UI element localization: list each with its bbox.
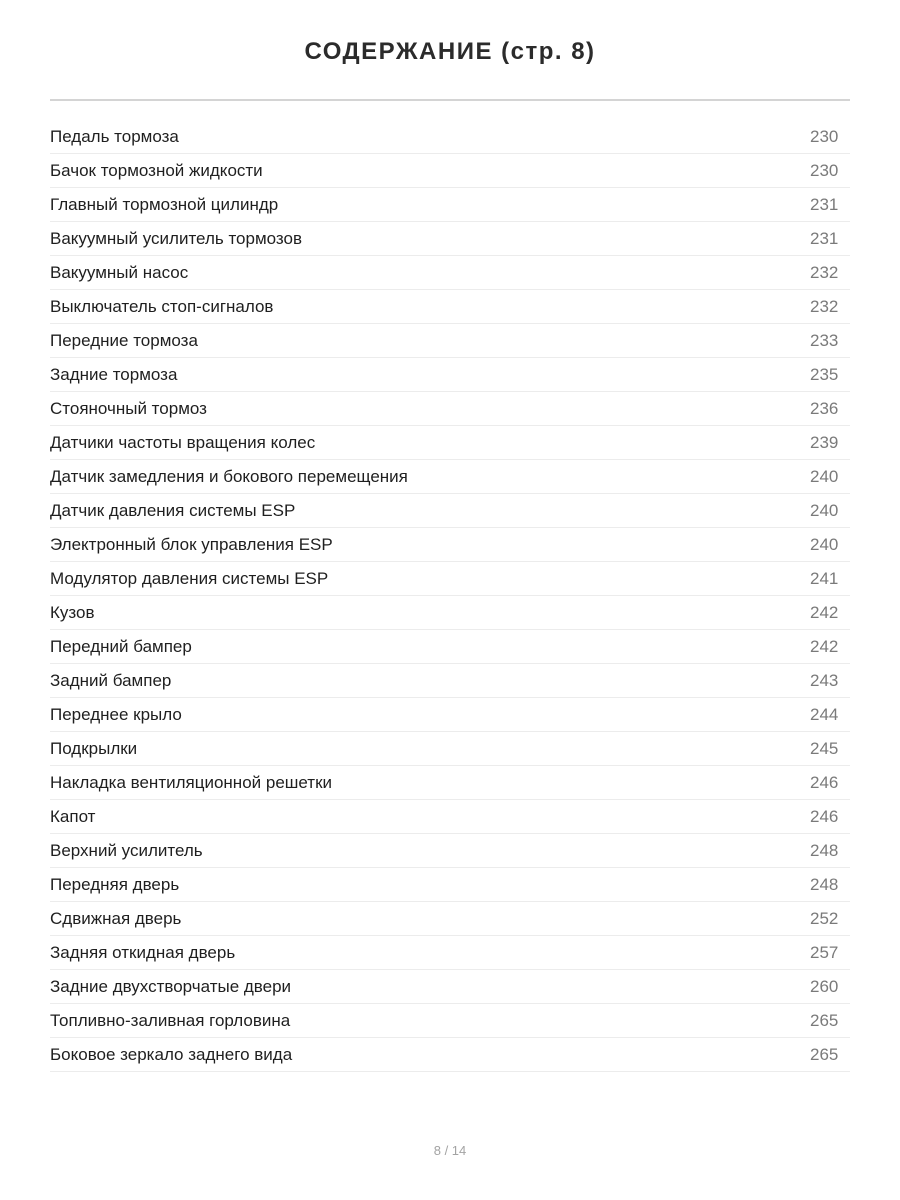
toc-entry[interactable] (50, 766, 850, 800)
toc-entry[interactable] (50, 392, 850, 426)
toc-entry-page: 232 (810, 296, 839, 316)
toc-entry-label: Электронный блок управления ESP (50, 534, 333, 554)
toc-entry-label: Капот (50, 806, 96, 826)
toc-entry-page: 248 (810, 840, 839, 860)
toc-entry[interactable] (50, 562, 850, 596)
toc-entry[interactable] (50, 358, 850, 392)
toc-entry-page: 246 (810, 772, 839, 792)
toc-entry[interactable] (50, 494, 850, 528)
toc-entry[interactable] (50, 902, 850, 936)
toc-entry-page: 231 (810, 228, 839, 248)
toc-entry-label: Вакуумный усилитель тормозов (50, 228, 302, 248)
toc-entry-label: Датчик давления системы ESP (50, 500, 296, 520)
toc-entry-page: 231 (810, 194, 839, 214)
toc-entry-page: 246 (810, 806, 839, 826)
toc-entry-page: 252 (810, 908, 839, 928)
toc-entry-page: 236 (810, 398, 839, 418)
toc-entry[interactable] (50, 868, 850, 902)
toc-entry-label: Передняя дверь (50, 874, 180, 894)
title-divider (50, 99, 850, 101)
toc-entry-label: Боковое зеркало заднего вида (50, 1044, 293, 1064)
toc-entry-label: Датчики частоты вращения колес (50, 432, 316, 452)
toc-entry-label: Передний бампер (50, 636, 192, 656)
toc-entry[interactable] (50, 528, 850, 562)
toc-entry-page: 240 (810, 466, 839, 486)
toc-entry-label: Выключатель стоп-сигналов (50, 296, 274, 316)
toc-entry-page: 235 (810, 364, 839, 384)
toc-entry-label: Задние тормоза (50, 364, 178, 384)
toc-entry-label: Задняя откидная дверь (50, 942, 236, 962)
toc-entry-label: Вакуумный насос (50, 262, 189, 282)
toc-entry-page: 260 (810, 976, 839, 996)
toc-entry-page: 233 (810, 330, 839, 350)
toc-entry-label: Кузов (50, 602, 95, 622)
toc-entry[interactable] (50, 800, 850, 834)
toc-entry[interactable] (50, 120, 850, 154)
table-of-contents (50, 120, 850, 1072)
toc-entry[interactable] (50, 1038, 850, 1072)
toc-entry[interactable] (50, 936, 850, 970)
toc-entry-label: Сдвижная дверь (50, 908, 182, 928)
toc-entry-page: 265 (810, 1044, 839, 1064)
toc-entry[interactable] (50, 834, 850, 868)
toc-entry-label: Верхний усилитель (50, 840, 203, 860)
toc-entry-page: 242 (810, 602, 839, 622)
toc-entry-label: Главный тормозной цилиндр (50, 194, 279, 214)
toc-entry-page: 240 (810, 534, 839, 554)
toc-entry[interactable] (50, 290, 850, 324)
toc-entry-page: 248 (810, 874, 839, 894)
toc-entry-page: 257 (810, 942, 839, 962)
toc-entry[interactable] (50, 596, 850, 630)
toc-entry[interactable] (50, 732, 850, 766)
toc-entry-label: Бачок тормозной жидкости (50, 160, 263, 180)
toc-entry[interactable] (50, 630, 850, 664)
toc-entry-page: 240 (810, 500, 839, 520)
toc-entry-label: Переднее крыло (50, 704, 182, 724)
toc-entry[interactable] (50, 698, 850, 732)
toc-entry[interactable] (50, 664, 850, 698)
toc-entry-label: Стояночный тормоз (50, 398, 207, 418)
toc-entry-page: 242 (810, 636, 839, 656)
toc-entry-label: Задние двухстворчатые двери (50, 976, 292, 996)
toc-entry-label: Топливно-заливная горловина (50, 1010, 291, 1030)
toc-entry-page: 245 (810, 738, 839, 758)
toc-entry-page: 243 (810, 670, 839, 690)
page-number: 8 / 14 (433, 1143, 467, 1158)
toc-entry-page: 265 (810, 1010, 839, 1030)
toc-entry[interactable] (50, 324, 850, 358)
toc-entry-page: 241 (810, 568, 839, 588)
toc-entry-label: Педаль тормоза (50, 126, 179, 146)
toc-entry[interactable] (50, 460, 850, 494)
toc-entry-label: Датчик замедления и бокового перемещения (50, 466, 408, 486)
toc-entry[interactable] (50, 426, 850, 460)
toc-entry-label: Передние тормоза (50, 330, 198, 350)
toc-entry[interactable] (50, 970, 850, 1004)
toc-entry[interactable] (50, 256, 850, 290)
toc-entry[interactable] (50, 154, 850, 188)
toc-entry-page: 230 (810, 126, 839, 146)
toc-entry[interactable] (50, 188, 850, 222)
toc-entry[interactable] (50, 222, 850, 256)
toc-entry-page: 230 (810, 160, 839, 180)
toc-entry-label: Накладка вентиляционной решетки (50, 772, 333, 792)
toc-entry-label: Задний бампер (50, 670, 172, 690)
toc-entry-page: 239 (810, 432, 839, 452)
toc-entry[interactable] (50, 1004, 850, 1038)
toc-entry-page: 244 (810, 704, 839, 724)
toc-entry-label: Подкрылки (50, 738, 138, 758)
toc-entry-label: Модулятор давления системы ESP (50, 568, 329, 588)
page-title: СОДЕРЖАНИЕ (стр. 8) (304, 38, 596, 65)
toc-entry-page: 232 (810, 262, 839, 282)
